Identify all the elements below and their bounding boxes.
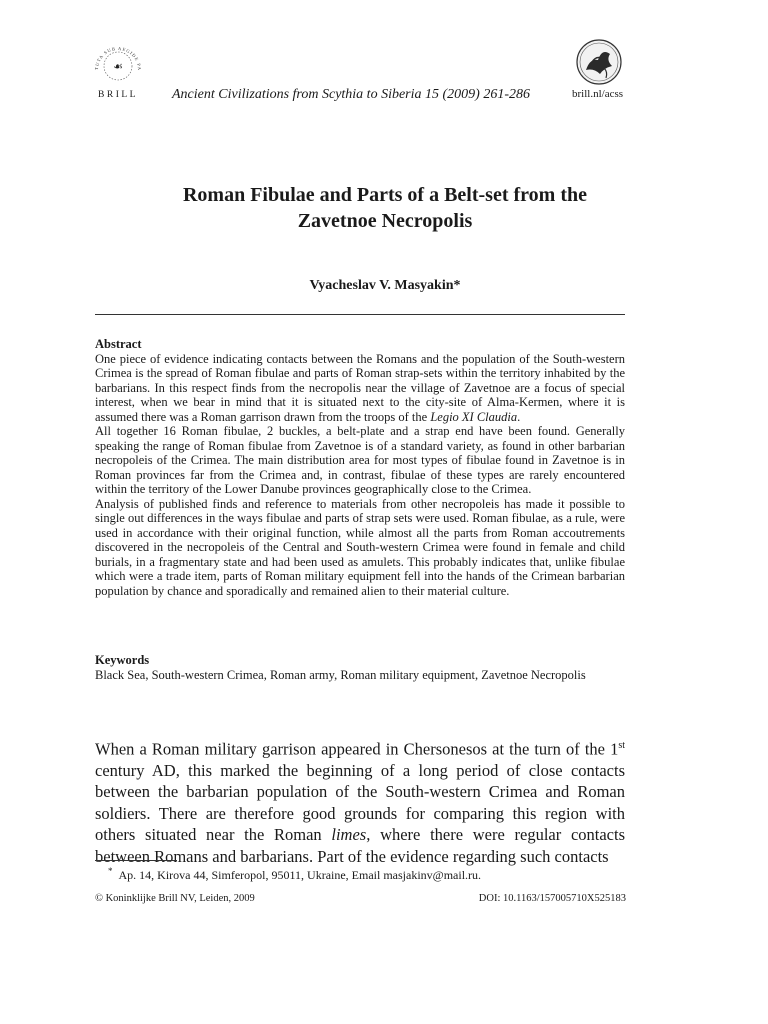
title-line-2: Zavetnoe Necropolis	[297, 210, 473, 232]
svg-text:☙: ☙	[113, 61, 123, 73]
abstract-p1-end: .	[517, 409, 521, 424]
keywords-heading: Keywords	[95, 653, 150, 667]
footnote-marker: *	[108, 866, 113, 876]
title-line-1: Roman Fibulae and Parts of a Belt-set from the	[182, 184, 588, 206]
abstract-heading: Abstract	[95, 337, 142, 351]
brill-seal-text: TUTA SUB AEGIDE PA	[93, 45, 143, 72]
footnote-text: Ap. 14, Kirova 44, Simferopol, 95011, Ukraine, Email masjakinv@mail.ru.	[118, 868, 482, 882]
abstract-p1-text: One piece of evidence indicating contacts between the Romans and the population of the South-western Crimea is the spread of Roman fibulae and parts of Roman strap-sets within the territory inhabited by the barbarians. In this respect finds from the necropolis near the village of Zavetnoe are a focus of special interest, when we bear in mind that it is situated next to the city-site of Alma-Kermen, where it is assumed there was a Roman garrison drawn from the troops of the	[95, 351, 625, 424]
abstract-paragraph-2: All together 16 Roman fibulae, 2 buckles, a belt-plate and a strap end have been found. Generally speaking the range of Roman fibulae from Zavetnoe is of a standard variety, as found in other barbarian necropoleis of the Crimea. The main distribution area for most types of fibulae found in Zavetnoe is in Roman provinces far from the Crimea and, in contrast, fibulae of these types are rarely encountered within the territory of the Lower Danube provinces geographically close to the Crimea.	[95, 424, 625, 496]
abstract-section	[95, 337, 625, 598]
body-text-3: , where there were regular contacts between Romans and barbarians. Part of the evidence regarding such contacts	[95, 825, 626, 866]
body-paragraph	[95, 735, 625, 867]
footnote	[108, 866, 628, 883]
limes-term: limes	[331, 825, 367, 845]
publisher-emblem-icon	[574, 38, 624, 88]
article-title	[100, 182, 670, 234]
brill-wordmark: BRILL	[98, 90, 138, 100]
copyright-notice: © Koninklijke Brill NV, Leiden, 2009	[95, 893, 255, 904]
body-text-2: century AD, this marked the beginning of a long period of close contacts between the barbarian population of the South-western Crimea and Roman soldiers. There are therefore good grounds for comparing this region with others situated near the Roman	[95, 760, 625, 845]
author-name: Vyacheslav V. Masyakin*	[309, 278, 461, 293]
abstract-paragraph-3: Analysis of published finds and reference to materials from other necropoleis has made it possible to single out differences in the ways fibulae and parts of strap sets were used. Roman fibulae, as a rule, were used in accordance with their original function, while almost all the parts from Roman accoutrements discovered in the necropoleis of the Central and South-western Crimea were found in female and child burials, in a fragmentary state and had been used as amulets. This probably indicates that, unlike fibulae which were a trade item, parts of Roman military equipment fell into the hands of the Crimean barbarian population by chance and sporadically and remained alien to their material culture.	[95, 496, 625, 598]
brill-seal-logo	[92, 40, 144, 92]
journal-citation: Ancient Civilizations from Scythia to Siberia 15 (2009) 261-286	[172, 87, 530, 102]
journal-url[interactable]: brill.nl/acss	[572, 88, 624, 100]
body-text-1: When a Roman military garrison appeared in Chersonesos at the turn of the 1	[95, 739, 619, 759]
keywords-list: Black Sea, South-western Crimea, Roman army, Roman military equipment, Zavetnoe Necropolis	[95, 667, 586, 682]
abstract-paragraph-1	[95, 352, 625, 425]
keywords-section	[95, 653, 625, 682]
body-text	[95, 735, 625, 867]
header-divider	[95, 314, 625, 315]
ordinal-superscript: st	[618, 740, 625, 751]
doi-identifier[interactable]: DOI: 10.1163/157005710X525183	[478, 893, 626, 904]
footnote-divider	[95, 860, 177, 861]
legion-name: Legio XI Claudia	[430, 409, 518, 424]
